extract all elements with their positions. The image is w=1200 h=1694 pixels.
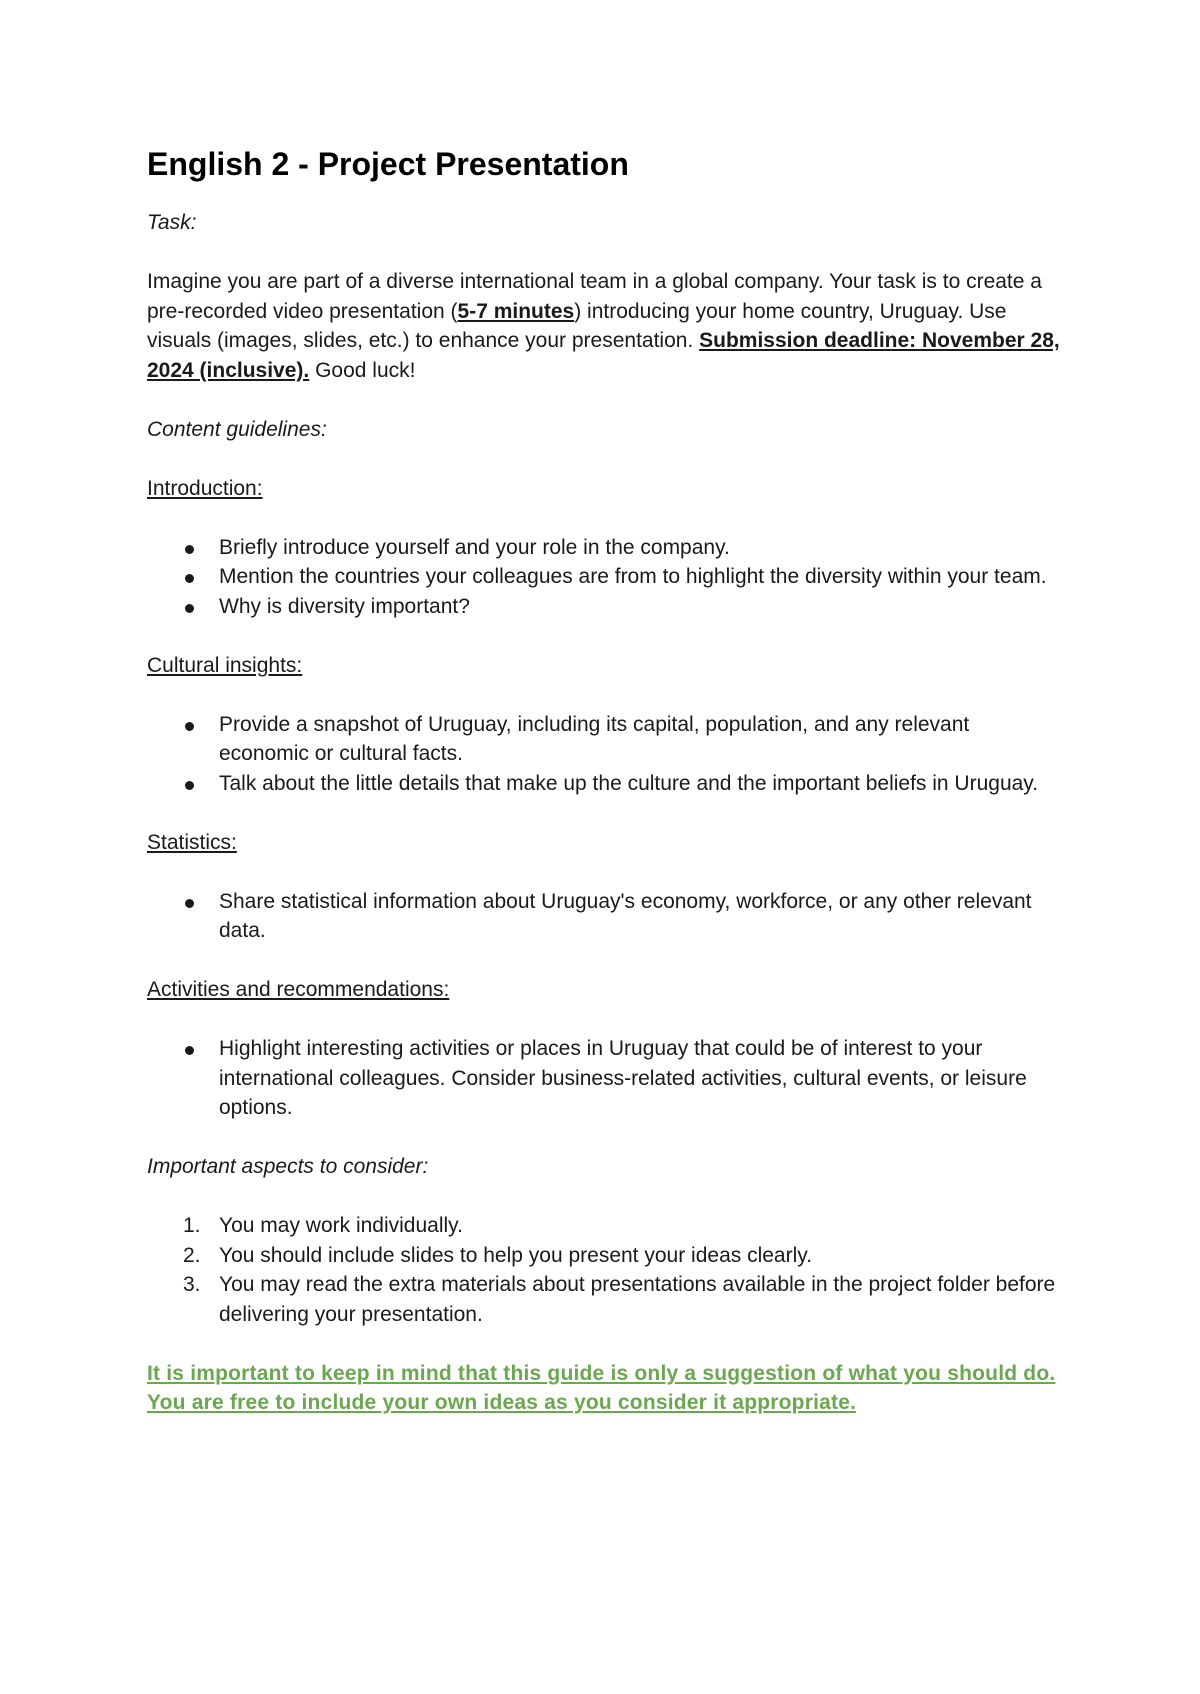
numbered-item xyxy=(147,1270,1062,1329)
list-item: Talk about the little details that make up the culture and the important beliefs in Uruguay. xyxy=(147,769,1062,799)
activities-list xyxy=(147,1034,1062,1123)
task-paragraph xyxy=(147,267,1062,385)
introduction-list xyxy=(147,533,1062,622)
submission-deadline: Submission deadline: November 28, 2024 (inclusive). xyxy=(147,329,1060,382)
item-number: 3. xyxy=(183,1273,201,1296)
numbered-item xyxy=(147,1241,1062,1271)
section-heading-activities: Activities and recommendations: xyxy=(147,978,450,1001)
list-item: Highlight interesting activities or places in Uruguay that could be of interest to your international colleagues. Consider business-related activities, cultural events, or leisure options. xyxy=(147,1034,1062,1123)
list-item: Provide a snapshot of Uruguay, including its capital, population, and any relevant economic or cultural facts. xyxy=(147,710,1062,769)
document-title: English 2 - Project Presentation xyxy=(147,146,629,182)
item-number: 1. xyxy=(183,1214,201,1237)
item-text: You may read the extra materials about presentations available in the project folder before delivering your presentation. xyxy=(219,1273,1056,1326)
duration-highlight: 5-7 minutes xyxy=(457,299,575,323)
aspects-list xyxy=(147,1211,1062,1329)
item-number: 2. xyxy=(183,1243,201,1267)
content-guidelines-label: Content guidelines: xyxy=(147,417,327,441)
task-text-1: Imagine you are part of a diverse international team in a global company. Your task is to create a pre-recorded video presentation ( xyxy=(147,270,1042,323)
aspects-label: Important aspects to consider: xyxy=(147,1155,429,1178)
item-text: You may work individually. xyxy=(219,1214,463,1237)
section-heading-cultural-insights: Cultural insights: xyxy=(147,653,303,677)
section-heading-statistics: Statistics: xyxy=(147,830,237,854)
item-text: You should include slides to help you present your ideas clearly. xyxy=(219,1243,813,1267)
list-item: Share statistical information about Uruguay's economy, workforce, or any other relevant data. xyxy=(147,887,1062,946)
document-body xyxy=(147,144,1062,1447)
task-text-2: ) introducing your home country, Uruguay. Use visuals (images, slides, etc.) to enhance your presentation. xyxy=(147,299,1007,352)
closing-note: It is important to keep in mind that this guide is only a suggestion of what you should do. You are free to include your own ideas as you consider it appropriate. xyxy=(147,1361,1056,1414)
cultural-insights-list xyxy=(147,710,1062,799)
section-heading-introduction: Introduction: xyxy=(147,476,263,500)
list-item: Briefly introduce yourself and your role in the company. xyxy=(147,533,1062,563)
list-item: Mention the countries your colleagues are from to highlight the diversity within your team. xyxy=(147,562,1062,592)
list-item: Why is diversity important? xyxy=(147,592,1062,622)
task-text-3: Good luck! xyxy=(309,358,416,382)
statistics-list xyxy=(147,887,1062,946)
numbered-item xyxy=(147,1211,1062,1241)
task-label: Task: xyxy=(147,211,197,234)
